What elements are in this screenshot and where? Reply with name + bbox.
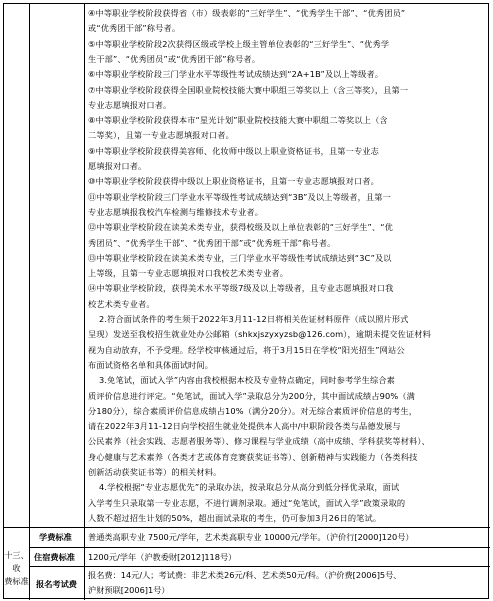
exam-fee-label: 报名考试费 <box>36 579 77 589</box>
policy-text-line: ⑧中等职业学校阶段获得本市“星光计划”职业院校技能大赛中职组二等奖以上（含 <box>88 115 388 126</box>
policy-text-line: 上等级，且第一专业志愿填报对口我校艺术类专业者。 <box>88 268 289 279</box>
column-divider-1 <box>29 4 30 527</box>
policy-text-line: 身心健康与艺术素养（各类才艺或体育竞赛获奖证书等）、创新精神与实践能力（各类科技 <box>88 451 418 462</box>
policy-text-line: 布面试资格名单和具体面试时间。 <box>88 359 214 370</box>
exam-fee-value-line1: 报名费：14元/人；考试费：非艺术类26元/科、艺术类50元/科。（沪价费[2006]5号、 <box>88 570 402 580</box>
policy-text-line: 视为自动放弃，不予受理。经学校审核通过后，将于3月15日在学校“阳光招生”网站公 <box>88 344 405 355</box>
policy-text-line: ⑪中等职业学校阶段三门学业水平等级性考试成绩达到“3B”及以上等级者，且第一 <box>88 191 391 202</box>
accommodation-label: 住宿费标准 <box>34 552 75 562</box>
policy-text-line: 或“优秀团干部”称号者。 <box>88 23 181 34</box>
fees-top-border <box>4 527 490 528</box>
policy-text-line: 校艺术类专业者。 <box>88 298 155 309</box>
policy-text-line: 专业志愿填报对口者。 <box>88 99 172 110</box>
policy-text-line: 愿填报对口者。 <box>88 161 147 171</box>
exam-fee-value-line2: 沪财预联[2006]1号） <box>88 585 170 595</box>
accommodation-value: 1200元/学年（沪教委财[2012]118号） <box>88 552 237 562</box>
policy-text-line: 3.免笔试，面试入学”内容由我校根据本校及专业特点确定，同时参考学生综合素 <box>88 375 395 386</box>
policy-text-line: 创新活动获奖证书等）的相关材料。 <box>88 467 222 477</box>
policy-text-line: 请在2022年3月11-12日向学校招生就业处提供本人高中/中职阶段各类与品德发展与 <box>88 421 401 432</box>
policy-text-line: 分180分），综合素质评价信息成绩占10%（满分20分）。对无综合素质评价信息的考生， <box>88 405 418 416</box>
tuition-label: 学费标准 <box>39 532 72 542</box>
policy-text-line: 专业志愿填报我校汽车检测与维修技术专业者。 <box>88 206 264 217</box>
policy-text-line: ⑫中等职业学校阶段在读美术类专业，获得校级及以上单位表彰的“三好学生”、“优 <box>88 222 393 233</box>
policy-text-line: ⑦中等职业学校阶段获得全国职业院校技能大赛中职组三等奖以上（含三等奖），且第一 <box>88 84 409 95</box>
policy-text-line: ⑭中等职业学校阶段，获得美术水平等级7级及以上等级者，且专业志愿填报对口我 <box>88 283 394 294</box>
policy-text-line: ⑨中等职业学校阶段获得美容师、化妆师中级以上职业资格证书，且第一专业志 <box>88 145 379 156</box>
policy-text-line: ⑬中等职业学校阶段在读美术类专业，三门学业水平等级性考试成绩达到“3C”及以 <box>88 252 392 263</box>
policy-text-line: ⑩中等职业学校阶段获得中级以上职业资格证书，且第一专业志愿填报对口者。 <box>88 176 379 187</box>
tuition-value: 普通类高职专业 7500元/学年，艺术类高职专业 10000元/学年。（沪价行[2000]120号） <box>88 532 414 542</box>
column-divider-2 <box>84 4 85 600</box>
policy-text-line: ④中等职业学校阶段获得省（市）级表彰的“三好学生”、“优秀学生干部”、“优秀团员” <box>88 8 406 18</box>
admissions-document <box>3 3 489 599</box>
policy-text-line: 呈现）发送至我校招生就业处办公邮箱（shkxjszyxyzsb@126.com），逾期未提交佐证材料 <box>88 329 431 340</box>
fees-row-divider-1 <box>29 547 490 548</box>
policy-text-line: 人数不超过招生计划的50%，超出面试录取的考生，仍可参加3月26日的笔试。 <box>88 512 382 523</box>
section-label <box>4 549 29 588</box>
section-label-line1: 十三、收 <box>4 550 29 573</box>
fees-row-divider-2 <box>29 566 490 567</box>
policy-text-line: 2.符合面试条件的考生须于2022年3月11-12日将相关佐证材料原件（成以照片形式 <box>88 314 409 324</box>
section-label-line2: 费标准 <box>4 576 29 586</box>
policy-text-line: 质评价信息进行评定。“免笔试，面试入学”录取总分为200分，其中面试成绩占90%（满 <box>88 390 415 401</box>
fees-label-divider <box>29 527 30 600</box>
policy-text-line: ⑥中等职业学校阶段三门学业水平等级性考试成绩达到“2A+1B”及以上等级者。 <box>88 69 384 80</box>
policy-text-line: 秀团员”、“优秀学生干部”、“优秀团干部”或“优秀班干部”称号者。 <box>88 237 336 248</box>
policy-text-line: 二等奖），且第一专业志愿填报对口者。 <box>88 130 234 141</box>
policy-text-line: 入学考生只录取第一专业志愿，不进行调剂录取。通过“免笔试，面试入学”政策录取的 <box>88 497 406 508</box>
policy-text-line: 公民素养（社会实践、志愿者服务等）、修习课程与学业成绩（高中成绩、学科获奖等材料）、 <box>88 436 430 447</box>
policy-text-line: 4.学校根据“专业志愿优先”的录取办法，按录取总分从高分到低分择优录取，面试 <box>88 482 400 493</box>
policy-text-line: 生干部”、“优秀团员”或“优秀团干部”称号者。 <box>88 53 261 64</box>
policy-text-line: ⑤中等职业学校阶段2次获得区级或学校上级主管单位表彰的“三好学生”、“优秀学 <box>88 38 390 49</box>
